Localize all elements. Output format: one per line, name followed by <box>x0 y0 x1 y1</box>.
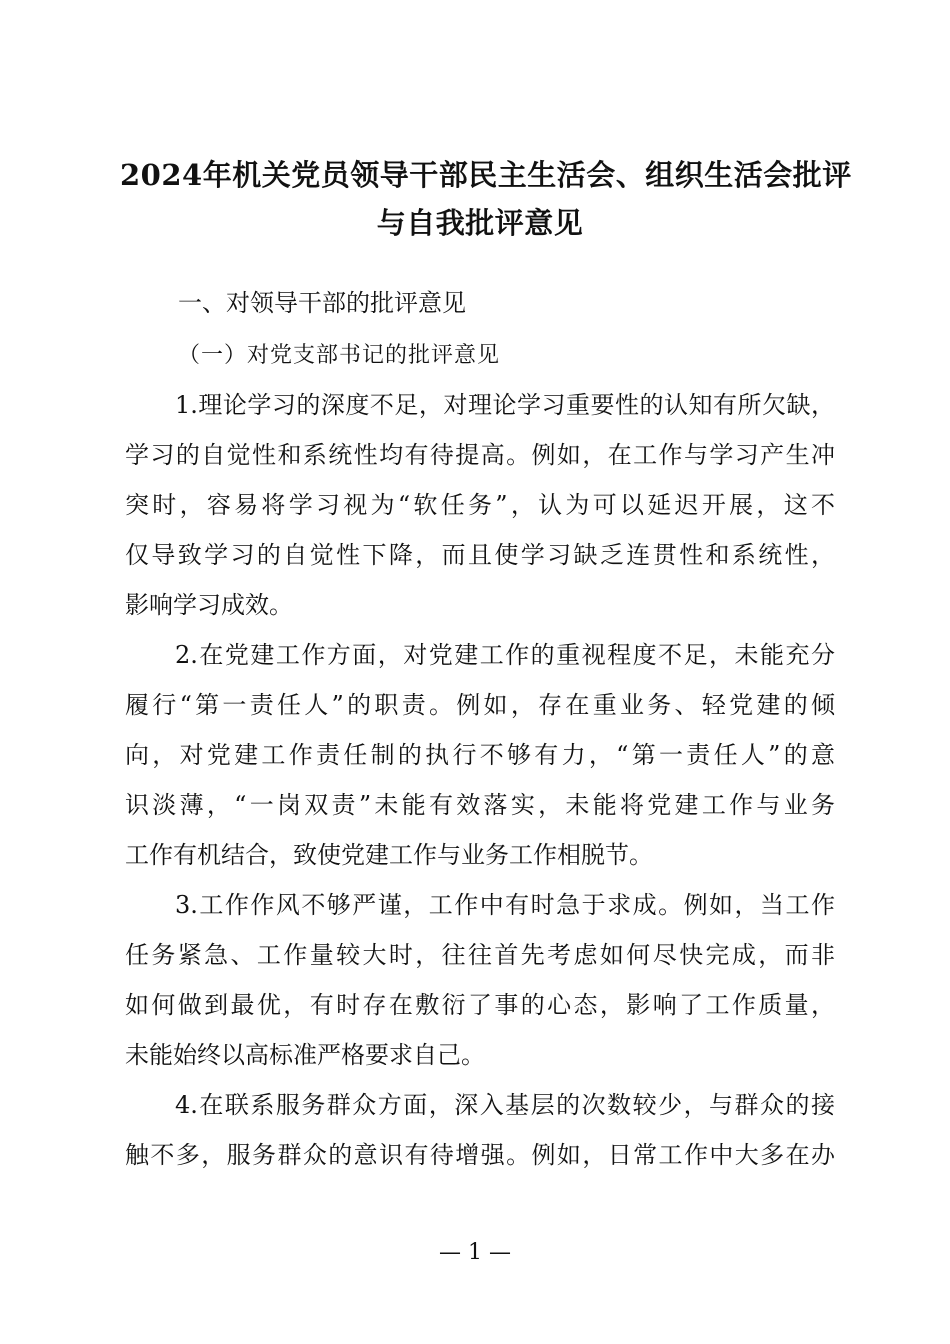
paragraph-line: 如何做到最优，有时存在敷衍了事的心态，影响了工作质量， <box>125 991 835 1019</box>
paragraph-line: 识淡薄，“一岗双责”未能有效落实，未能将党建工作与业务 <box>125 791 835 819</box>
paragraph-line: 触不多，服务群众的意识有待增强。例如，日常工作中大多在办 <box>125 1141 835 1169</box>
paragraph-line: 影响学习成效。 <box>125 591 293 619</box>
subsection-heading: （一）对党支部书记的批评意见 <box>178 343 501 368</box>
paragraph-2 <box>125 630 835 880</box>
paragraph-line: 学习的自觉性和系统性均有待提高。例如，在工作与学习产生冲 <box>125 441 835 469</box>
paragraph-3 <box>125 880 835 1080</box>
paragraph-line: 未能始终以高标准严格要求自己。 <box>125 1041 485 1069</box>
page-number: — 1 — <box>439 1240 511 1265</box>
paragraph-line: 3.工作作风不够严谨，工作中有时急于求成。例如，当工作 <box>175 891 835 919</box>
paragraph-1 <box>125 380 835 630</box>
paragraph-4 <box>125 1080 835 1180</box>
paragraph-line: 2.在党建工作方面，对党建工作的重视程度不足，未能充分 <box>175 641 835 669</box>
paragraph-line: 履行“第一责任人”的职责。例如，存在重业务、轻党建的倾 <box>125 691 835 719</box>
paragraph-line: 1.理论学习的深度不足，对理论学习重要性的认知有所欠缺， <box>175 391 835 419</box>
paragraph-line: 向，对党建工作责任制的执行不够有力，“第一责任人”的意 <box>125 741 835 769</box>
paragraph-line: 工作有机结合，致使党建工作与业务工作相脱节。 <box>125 841 653 869</box>
document-title-line-1: 2024年机关党员领导干部民主生活会、组织生活会批评 <box>120 158 852 192</box>
paragraph-line: 4.在联系服务群众方面，深入基层的次数较少，与群众的接 <box>175 1091 835 1119</box>
document-title-line-2: 与自我批评意见 <box>376 206 584 240</box>
paragraph-line: 仅导致学习的自觉性下降，而且使学习缺乏连贯性和系统性， <box>125 541 835 569</box>
paragraph-line: 突时，容易将学习视为“软任务”，认为可以延迟开展，这不 <box>125 491 835 519</box>
paragraph-line: 任务紧急、工作量较大时，往往首先考虑如何尽快完成，而非 <box>125 941 835 969</box>
section-heading: 一、对领导干部的批评意见 <box>178 289 466 317</box>
